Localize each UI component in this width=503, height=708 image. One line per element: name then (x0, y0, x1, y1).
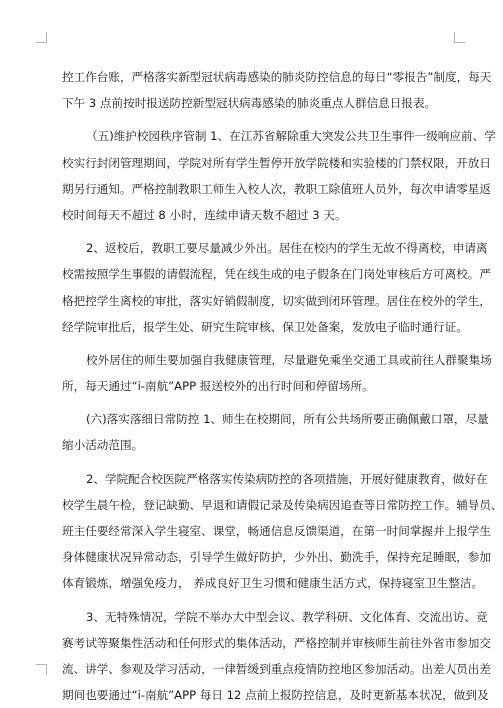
text-line: 校外居住的师生要加强自我健康管理，尽量避免乘坐交通工具或前往人群聚集场 (86, 352, 492, 367)
text-line: 2、返校后，教职工要尽量减少外出。居住在校内的学生无故不得离校，申请离 (86, 241, 488, 256)
text-line: 2、学院配合校医院严格落实传染病防控的各项措施，开展好健康教育，做好在 (86, 471, 488, 486)
text-line: 期间也要通过“i-南航”APP 每日 12 点前上报防控信息，及时更新基本状况，做到及 (62, 688, 489, 703)
text-line: 3、无特殊情况，学院不举办大中型会议、教学科研、文化体育、交流出访、竞 (86, 609, 488, 624)
text-line: 校时间每天不超过 8 小时，连续申请天数不超过 3 天。 (62, 207, 347, 222)
text-line: （五)维护校园秩序管制 1、在江苏省解除重大突发公共卫生事件一级响应前、学 (86, 129, 496, 144)
text-line: 班主任要经常深入学生寝室、课堂，畅通信息反馈渠道，在第一时间掌握并上报学生 (62, 524, 491, 538)
text-line: 控工作台账，严格落实新型冠状病毒感染的肺炎防控信息的每日“零报告”制度，每天 (62, 70, 492, 84)
text-line: 所，每天通过“i-南航”APP 报送校外的出行时间和停留场所。 (62, 379, 374, 394)
text-line: 校需按照学生事假的请假流程，凭在线生成的电子假条在门岗处审核后方可离校。严 (62, 267, 491, 282)
crop-mark-top-left (36, 32, 47, 43)
text-line: 下午 3 点前按时报送防控新型冠状病毒感染的肺炎重点人群信息日报表。 (62, 96, 437, 111)
text-line: 校学生晨午检，登记缺勤、早退和请假记录及传染病因追查等日常防控工作。辅导员、 (62, 497, 503, 512)
text-line: 缩小活动范围。 (62, 438, 144, 453)
text-line: 身体健康状况异常动态，引导学生做好防护，少外出、勤洗手，保持充足睡眠，参加 (62, 550, 491, 565)
crop-mark-top-right (454, 32, 465, 43)
text-line: 格把控学生离校的审批，落实好销假制度，切实做到闭环管理。居住在校外的学生， (62, 293, 491, 308)
text-line: 期另行通知。严格控制教职工师生入校人次，教职工除值班人员外，每次申请零星返 (62, 181, 491, 196)
text-line: 校实行封闭管理期间，学院对所有学生暂停开放学院楼和实验楼的门禁权限，开放日 (62, 155, 491, 170)
text-line: 赛考试等聚集性活动和任何形式的集体活动，严格控制并审核师生前往外省市参加交 (62, 635, 491, 650)
text-line: 体育锻炼，增强免疫力， 养成良好卫生习惯和健康生活方式，保持寝室卫生整洁。 (62, 576, 484, 591)
text-line: 经学院审批后，报学生处、研究生院审核、保卫处备案，发放电子临时通行证。 (62, 319, 468, 334)
crop-mark-bottom-left (36, 664, 47, 675)
text-line: 流、讲学、参观及学习活动，一律暂缓到重点疫情防控地区参加活动。出差人员出差 (62, 661, 491, 676)
text-line: (六)落实落细日常防控 1、师生在校期间，所有公共场所要正确佩戴口罩，尽量 (86, 412, 489, 427)
body-text (62, 64, 503, 708)
